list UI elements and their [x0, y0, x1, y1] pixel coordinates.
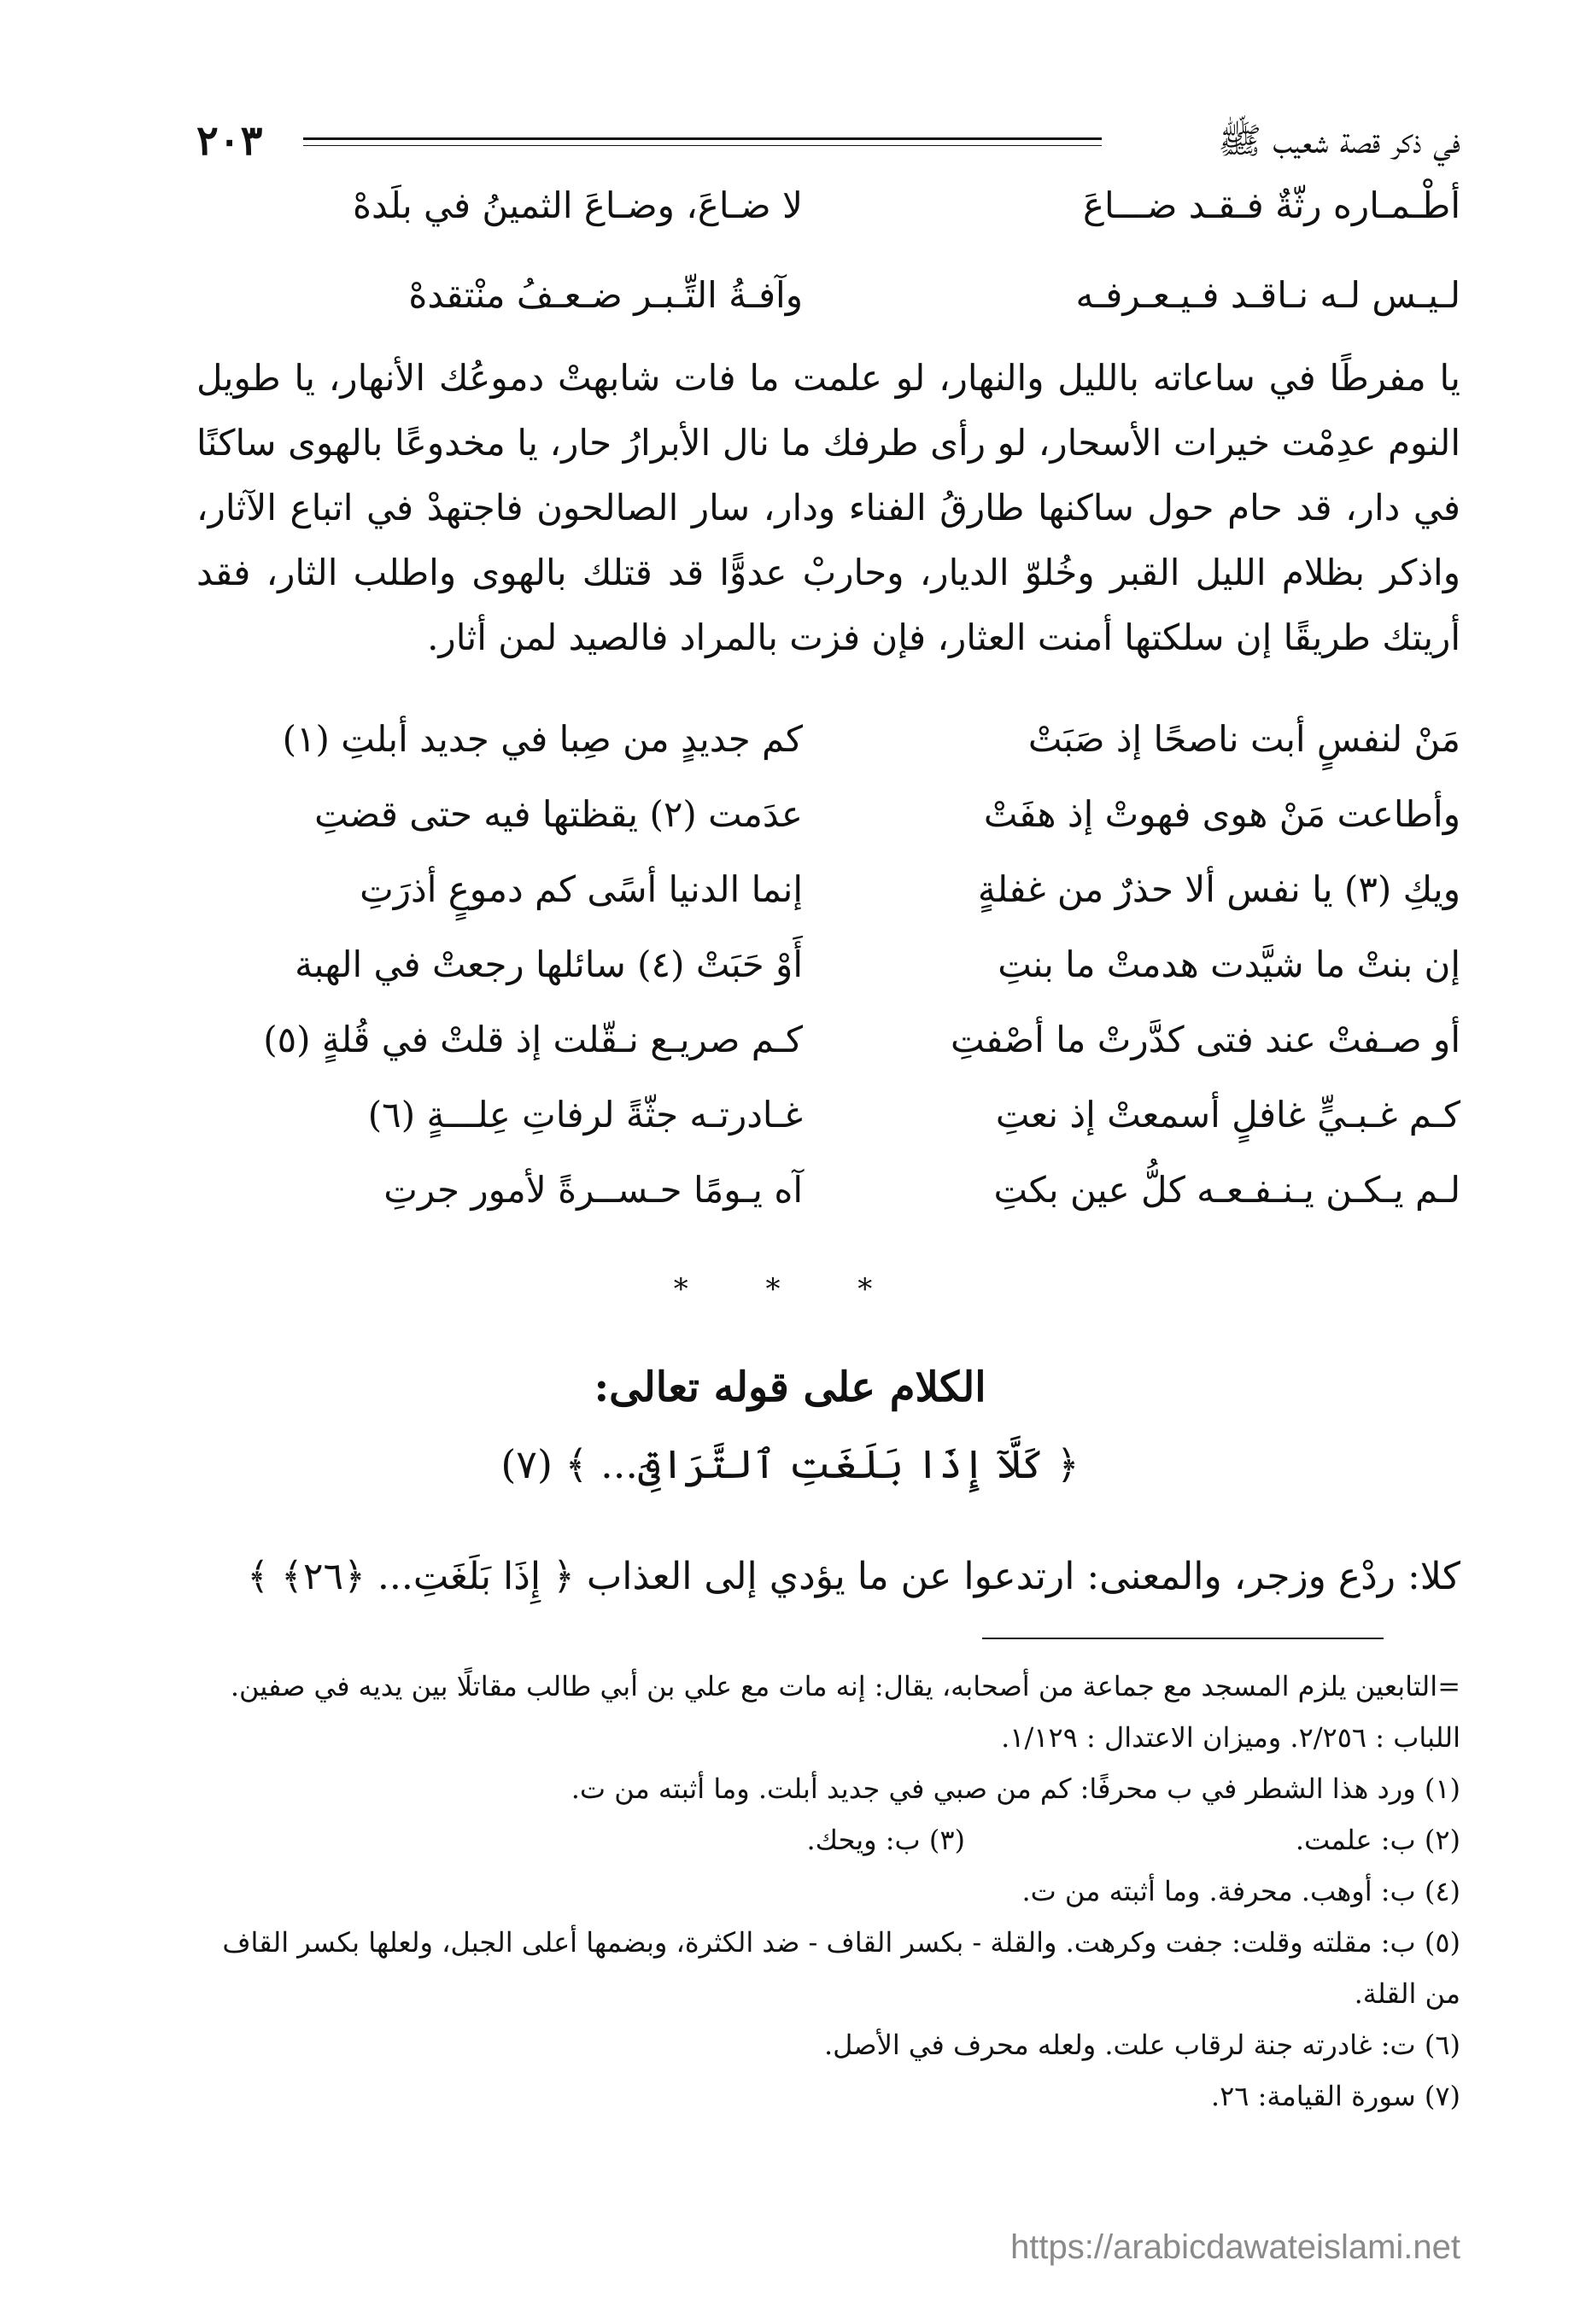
verse-hemistich-1: ويكِ (٣) يا نفس ألا حذرٌ من غفلةٍ: [977, 868, 1460, 910]
poem2-verse: [196, 1009, 1460, 1071]
footnote-2: (٢) ب: علمت.: [1295, 1824, 1460, 1856]
poem2-verse: [196, 859, 1460, 920]
verse-hemistich-1: أطْـمـاره رثّةٌ فـقـد ضـــاعَ: [1082, 184, 1460, 226]
running-title: في ذكر قصة شعيب ﷺ: [1218, 120, 1460, 161]
verse-hemistich-2: أَوْ حَبَتْ (٤) سائلها رجعتْ في الهبة: [295, 943, 803, 985]
footnotes: [196, 1661, 1460, 2122]
watermark-url: https://arabicdawateislami.net: [1010, 2228, 1460, 2266]
footnote-4: (٤) ب: أوهب. محرفة. وما أثبته من ت.: [1021, 1875, 1460, 1907]
verse-hemistich-2: إنما الدنيا أسًى كم دموعٍ أذرَتِ: [360, 868, 803, 910]
footnote-6: (٦) ت: غادرته جنة لرقاب علت. ولعله محرف في الأصل.: [823, 2029, 1460, 2061]
footnote-continuation: =التابعين يلزم المسجد مع جماعة من أصحابه، يقال: إنه مات مع علي بن أبي طالب مقاتلًا بين يديه في صفين.: [230, 1670, 1460, 1702]
quran-verse: ﴿ كَلَّآ إِذَا بَلَغَتِ ٱلتَّرَاقِىَ... ﴾ (٧): [500, 1441, 1080, 1487]
verse-hemistich-1: إن بنتْ ما شيَّدت هدمتْ ما بنتِ: [998, 943, 1460, 985]
verse-hemistich-2: عدَمت (٢) يقظتها فيه حتى قضتِ: [314, 793, 803, 835]
verse-hemistich-1: أو صـفتْ عند فتى كدَّرتْ ما أصْفتِ: [950, 1019, 1460, 1060]
page-header: [196, 115, 1460, 166]
poem1-verse: [196, 175, 1460, 236]
verse-hemistich-1: مَنْ لنفسٍ أبت ناصحًا إذ صَبَتْ: [1027, 718, 1460, 760]
footnote-continuation: اللباب : ٢/٢٥٦. وميزان الاعتدال : ١/١٢٩.: [1001, 1721, 1460, 1754]
page-number: ٢٠٣: [196, 117, 263, 165]
verse-hemistich-2: لا ضـاعَ، وضـاعَ الثمينُ في بلَدهْ: [353, 184, 803, 226]
commentary-line: كلا: ردْع وزجر، والمعنى: ارتدعوا عن ما يؤدي إلى العذاب ﴿ إِذَا بَلَغَتِ... ﴿٢٦﴾ ﴾: [247, 1555, 1460, 1598]
poem2-verse: [196, 1084, 1460, 1146]
verse-hemistich-1: كـم غـبـيٍّ غافلٍ أسمعتْ إذ نعتِ: [995, 1094, 1460, 1136]
footnote-1: (١) ورد هذا الشطر في ب محرفًا: كم من صبي في جديد أبلت. وما أثبته من ت.: [571, 1772, 1460, 1805]
prose-text: يا مفرطًا في ساعاته بالليل والنهار، لو علمت ما فات شابهتْ دموعُك الأنهار، يا طويل النوم عدِمْت خيرات الأسحار، لو رأى طرفك ما نال الأبرارُ حار، يا مخدوعًا بالهوى ساكنًا في دار، قد حام حول ساكنها طارقُ الفناء ودار، سار الصالحون فاجتهدْ في اتباع الآثار، واذكر بظلام الليل القبر وخُلوّ الديار، وحاربْ عدوًّا قد قتلك بالهوى واطلب الثار، فقد أريتك طريقًا إن سلكتها أمنت العثار، فإن فزت بالمراد فالصيد لمن أثار.: [196, 357, 1460, 658]
footnote-rule: [982, 1638, 1384, 1639]
poem1-verse: [196, 265, 1460, 326]
footnote-5: (٥) ب: مقلته وقلت: جفت وكرهت. والقلة - بكسر القاف - ضد الكثرة، وبضمها أعلى الجبل، ولعلها بكسر القاف من القلة.: [222, 1926, 1460, 2010]
verse-hemistich-2: غـادرتـه جثّةً لرفاتِ عِلـــةٍ (٦): [367, 1094, 803, 1136]
verse-hemistich-2: وآفـةُ التِّـبـر ضـعـفُ منْتقدهْ: [408, 274, 803, 316]
poem2-verse: [196, 1159, 1460, 1221]
verse-hemistich-2: كم جديدٍ من صِبا في جديد أبلتِ (١): [282, 718, 803, 760]
poem2-verse: [196, 709, 1460, 770]
footnote-3: (٣) ب: ويحك.: [806, 1824, 965, 1856]
section-separator: * * *: [673, 1272, 907, 1306]
section-heading: الكلام على قوله تعالى:: [594, 1363, 986, 1411]
verse-hemistich-1: وأطاعت مَنْ هوى فهوتْ إذ هفَتْ: [983, 793, 1460, 835]
verse-hemistich-1: لـم يـكـن يـنـفـعـه كلُّ عين بكتِ: [993, 1169, 1460, 1211]
footnote-7: (٧) سورة القيامة: ٢٦.: [1210, 2080, 1460, 2112]
footnote-pair: [196, 1814, 1460, 1866]
prose-paragraph: [196, 346, 1460, 670]
poem2-verse: [196, 934, 1460, 996]
verse-hemistich-2: كـم صريـع نـقّلت إذ قلتْ في قُلةٍ (٥): [263, 1019, 803, 1060]
poem2-verse: [196, 784, 1460, 845]
verse-hemistich-1: لـيـس لـه نـاقـد فـيـعـرفـه: [1075, 274, 1460, 316]
header-rule: [303, 137, 1102, 140]
verse-hemistich-2: آه يـومًا حـســرةً لأمور جرتِ: [383, 1169, 803, 1211]
